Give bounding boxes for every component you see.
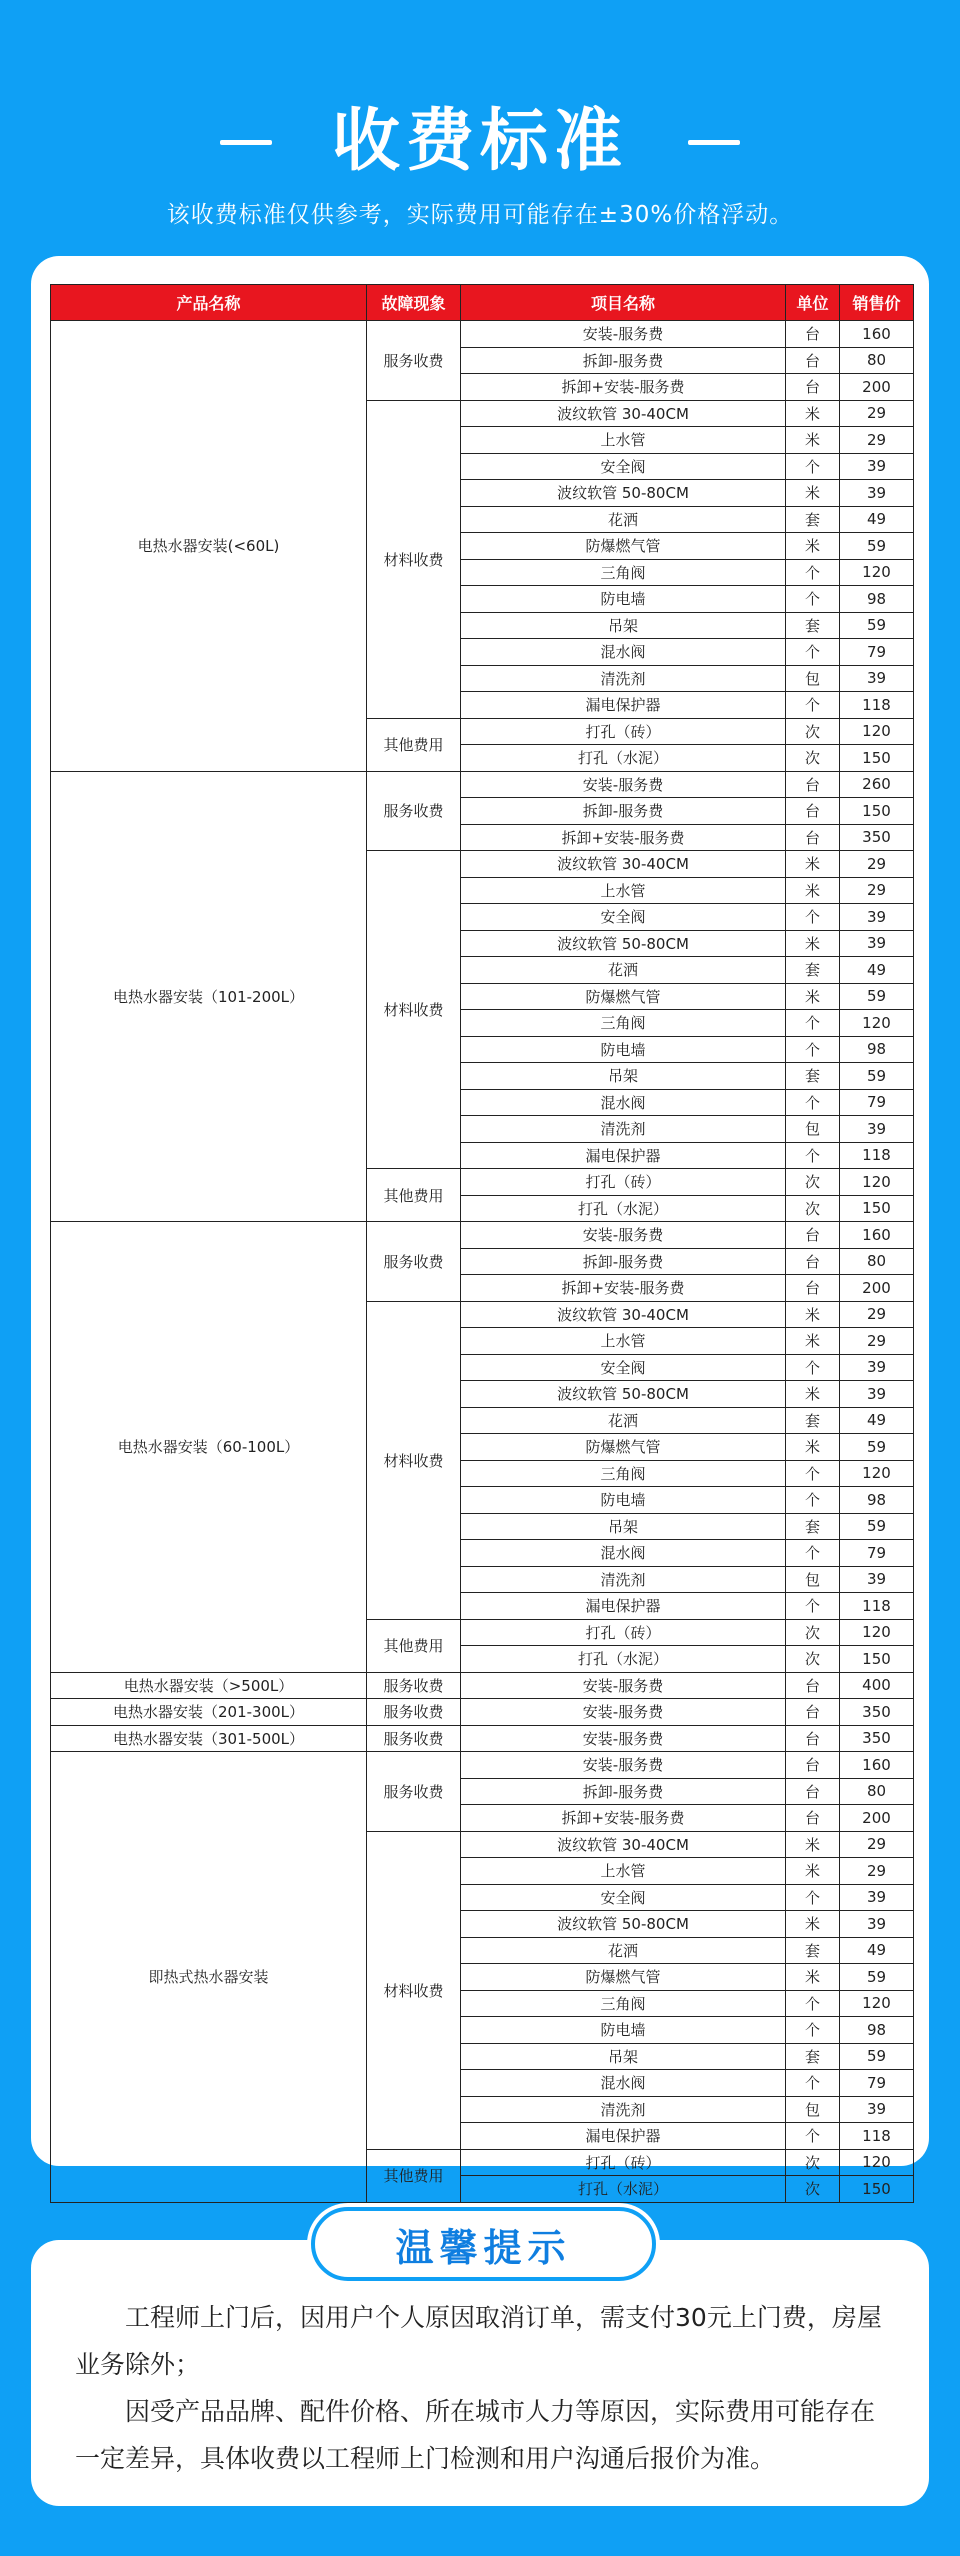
price-cell: 120 — [840, 1460, 914, 1487]
item-name-cell: 打孔（砖） — [461, 1169, 786, 1196]
item-name-cell: 花洒 — [461, 957, 786, 984]
item-name-cell: 三角阀 — [461, 1010, 786, 1037]
item-name-cell: 安装-服务费 — [461, 321, 786, 348]
price-cell: 118 — [840, 1142, 914, 1169]
unit-cell: 个 — [786, 1487, 840, 1514]
unit-cell: 米 — [786, 851, 840, 878]
unit-cell: 台 — [786, 374, 840, 401]
fault-type-cell: 服务收费 — [367, 1699, 461, 1726]
item-name-cell: 漏电保护器 — [461, 1593, 786, 1620]
item-name-cell: 花洒 — [461, 1407, 786, 1434]
unit-cell: 个 — [786, 1010, 840, 1037]
tips-paragraph: 因受产品品牌、配件价格、所在城市人力等原因，实际费用可能存在一定差异，具体收费以工程师上门检测和用户沟通后报价为准。 — [75, 2397, 876, 2473]
item-name-cell: 打孔（水泥） — [461, 745, 786, 772]
unit-cell: 套 — [786, 957, 840, 984]
fault-type-cell: 其他费用 — [367, 1619, 461, 1672]
product-name-cell: 电热水器安装（101-200L） — [51, 771, 367, 1222]
item-name-cell: 花洒 — [461, 506, 786, 533]
price-cell: 39 — [840, 1381, 914, 1408]
price-cell: 39 — [840, 1911, 914, 1938]
unit-cell: 台 — [786, 824, 840, 851]
price-cell: 350 — [840, 1699, 914, 1726]
item-name-cell: 安装-服务费 — [461, 1699, 786, 1726]
price-cell: 39 — [840, 1884, 914, 1911]
unit-cell: 个 — [786, 2070, 840, 2097]
item-name-cell: 上水管 — [461, 427, 786, 454]
unit-cell: 个 — [786, 692, 840, 719]
item-name-cell: 安全阀 — [461, 1884, 786, 1911]
table-row — [51, 1725, 914, 1752]
item-name-cell: 波纹软管 30-40CM — [461, 1831, 786, 1858]
price-cell: 59 — [840, 983, 914, 1010]
item-name-cell: 上水管 — [461, 1328, 786, 1355]
tips-title-banner: 温馨提示 — [311, 2207, 656, 2281]
column-header: 销售价 — [840, 285, 914, 321]
price-cell: 160 — [840, 321, 914, 348]
item-name-cell: 安装-服务费 — [461, 1725, 786, 1752]
page-title: 收费标准 — [331, 102, 628, 181]
price-cell: 350 — [840, 1725, 914, 1752]
column-header: 项目名称 — [461, 285, 786, 321]
unit-cell: 套 — [786, 2043, 840, 2070]
unit-cell: 个 — [786, 559, 840, 586]
title-dash-right — [688, 140, 740, 145]
page-header — [0, 0, 960, 255]
unit-cell: 包 — [786, 665, 840, 692]
item-name-cell: 清洗剂 — [461, 1116, 786, 1143]
fee-table — [50, 284, 914, 2203]
unit-cell: 米 — [786, 1964, 840, 1991]
column-header: 产品名称 — [51, 285, 367, 321]
price-cell: 118 — [840, 692, 914, 719]
unit-cell: 个 — [786, 1142, 840, 1169]
unit-cell: 米 — [786, 983, 840, 1010]
item-name-cell: 波纹软管 50-80CM — [461, 1911, 786, 1938]
unit-cell: 台 — [786, 1248, 840, 1275]
item-name-cell: 花洒 — [461, 1937, 786, 1964]
unit-cell: 台 — [786, 1805, 840, 1832]
table-row — [51, 321, 914, 348]
price-cell: 120 — [840, 2149, 914, 2176]
unit-cell: 米 — [786, 427, 840, 454]
fault-type-cell: 服务收费 — [367, 1222, 461, 1302]
unit-cell: 台 — [786, 1725, 840, 1752]
unit-cell: 个 — [786, 1540, 840, 1567]
fault-type-cell: 服务收费 — [367, 771, 461, 851]
price-cell: 400 — [840, 1672, 914, 1699]
price-cell: 150 — [840, 1195, 914, 1222]
price-cell: 39 — [840, 480, 914, 507]
item-name-cell: 防爆燃气管 — [461, 1434, 786, 1461]
unit-cell: 米 — [786, 1301, 840, 1328]
item-name-cell: 上水管 — [461, 877, 786, 904]
unit-cell: 个 — [786, 453, 840, 480]
item-name-cell: 防电墙 — [461, 586, 786, 613]
item-name-cell: 漏电保护器 — [461, 2123, 786, 2150]
table-row — [51, 1672, 914, 1699]
price-cell: 118 — [840, 2123, 914, 2150]
price-cell: 49 — [840, 957, 914, 984]
price-cell: 260 — [840, 771, 914, 798]
item-name-cell: 波纹软管 30-40CM — [461, 851, 786, 878]
fault-type-cell: 材料收费 — [367, 1831, 461, 2149]
price-cell: 49 — [840, 1937, 914, 1964]
fault-type-cell: 其他费用 — [367, 2149, 461, 2202]
item-name-cell: 安装-服务费 — [461, 1222, 786, 1249]
price-cell: 120 — [840, 1619, 914, 1646]
unit-cell: 个 — [786, 1593, 840, 1620]
item-name-cell: 防电墙 — [461, 2017, 786, 2044]
price-cell: 150 — [840, 1646, 914, 1673]
price-cell: 29 — [840, 851, 914, 878]
price-cell: 350 — [840, 824, 914, 851]
page-subtitle: 该收费标准仅供参考，实际费用可能存在±30%价格浮动。 — [166, 202, 794, 228]
unit-cell: 米 — [786, 400, 840, 427]
item-name-cell: 吊架 — [461, 612, 786, 639]
item-name-cell: 防电墙 — [461, 1487, 786, 1514]
price-cell: 79 — [840, 2070, 914, 2097]
unit-cell: 包 — [786, 1566, 840, 1593]
item-name-cell: 上水管 — [461, 1858, 786, 1885]
item-name-cell: 安装-服务费 — [461, 771, 786, 798]
product-name-cell: 电热水器安装（301-500L） — [51, 1725, 367, 1752]
unit-cell: 套 — [786, 506, 840, 533]
item-name-cell: 打孔（砖） — [461, 1619, 786, 1646]
tips-paragraph: 工程师上门后，因用户个人原因取消订单，需支付30元上门费，房屋业务除外； — [75, 2303, 882, 2379]
item-name-cell: 波纹软管 30-40CM — [461, 1301, 786, 1328]
unit-cell: 米 — [786, 1381, 840, 1408]
item-name-cell: 拆卸-服务费 — [461, 347, 786, 374]
price-cell: 79 — [840, 1089, 914, 1116]
unit-cell: 米 — [786, 480, 840, 507]
item-name-cell: 安全阀 — [461, 1354, 786, 1381]
price-cell: 79 — [840, 639, 914, 666]
item-name-cell: 拆卸-服务费 — [461, 798, 786, 825]
price-cell: 29 — [840, 1831, 914, 1858]
price-cell: 49 — [840, 1407, 914, 1434]
item-name-cell: 打孔（砖） — [461, 718, 786, 745]
price-cell: 160 — [840, 1222, 914, 1249]
table-row — [51, 1222, 914, 1249]
unit-cell: 台 — [786, 1778, 840, 1805]
price-cell: 150 — [840, 745, 914, 772]
unit-cell: 次 — [786, 1169, 840, 1196]
product-name-cell: 电热水器安装(<60L) — [51, 321, 367, 772]
item-name-cell: 波纹软管 30-40CM — [461, 400, 786, 427]
item-name-cell: 防电墙 — [461, 1036, 786, 1063]
item-name-cell: 吊架 — [461, 1063, 786, 1090]
price-cell: 59 — [840, 612, 914, 639]
column-header: 故障现象 — [367, 285, 461, 321]
table-row — [51, 771, 914, 798]
unit-cell: 个 — [786, 904, 840, 931]
price-cell: 39 — [840, 1116, 914, 1143]
price-cell: 98 — [840, 1036, 914, 1063]
unit-cell: 包 — [786, 2096, 840, 2123]
unit-cell: 次 — [786, 1195, 840, 1222]
fault-type-cell: 材料收费 — [367, 400, 461, 718]
unit-cell: 米 — [786, 930, 840, 957]
unit-cell: 个 — [786, 2017, 840, 2044]
title-row — [0, 92, 960, 192]
product-name-cell: 电热水器安装（60-100L） — [51, 1222, 367, 1673]
title-dash-left — [220, 140, 272, 145]
price-cell: 29 — [840, 1328, 914, 1355]
item-name-cell: 安全阀 — [461, 453, 786, 480]
price-cell: 39 — [840, 930, 914, 957]
unit-cell: 次 — [786, 2176, 840, 2203]
item-name-cell: 打孔（水泥） — [461, 1646, 786, 1673]
column-header: 单位 — [786, 285, 840, 321]
price-cell: 98 — [840, 586, 914, 613]
price-cell: 39 — [840, 1354, 914, 1381]
price-cell: 39 — [840, 2096, 914, 2123]
item-name-cell: 防爆燃气管 — [461, 533, 786, 560]
unit-cell: 套 — [786, 1513, 840, 1540]
item-name-cell: 拆卸+安装-服务费 — [461, 824, 786, 851]
unit-cell: 台 — [786, 1275, 840, 1302]
item-name-cell: 清洗剂 — [461, 2096, 786, 2123]
price-cell: 80 — [840, 1778, 914, 1805]
price-cell: 120 — [840, 718, 914, 745]
item-name-cell: 三角阀 — [461, 1990, 786, 2017]
price-cell: 98 — [840, 2017, 914, 2044]
product-name-cell: 电热水器安装（>500L） — [51, 1672, 367, 1699]
unit-cell: 台 — [786, 1699, 840, 1726]
unit-cell: 个 — [786, 1089, 840, 1116]
price-cell: 29 — [840, 400, 914, 427]
table-row — [51, 1699, 914, 1726]
price-cell: 98 — [840, 1487, 914, 1514]
unit-cell: 米 — [786, 1911, 840, 1938]
unit-cell: 次 — [786, 745, 840, 772]
unit-cell: 台 — [786, 798, 840, 825]
price-cell: 118 — [840, 1593, 914, 1620]
price-cell: 59 — [840, 1964, 914, 1991]
fault-type-cell: 其他费用 — [367, 1169, 461, 1222]
price-cell: 59 — [840, 533, 914, 560]
item-name-cell: 三角阀 — [461, 1460, 786, 1487]
fault-type-cell: 材料收费 — [367, 851, 461, 1169]
fault-type-cell: 服务收费 — [367, 1672, 461, 1699]
unit-cell: 米 — [786, 877, 840, 904]
tips-text — [75, 2294, 895, 2482]
price-cell: 80 — [840, 1248, 914, 1275]
item-name-cell: 混水阀 — [461, 1089, 786, 1116]
price-cell: 79 — [840, 1540, 914, 1567]
price-cell: 59 — [840, 2043, 914, 2070]
unit-cell: 台 — [786, 771, 840, 798]
unit-cell: 套 — [786, 1063, 840, 1090]
fault-type-cell: 服务收费 — [367, 1752, 461, 1832]
item-name-cell: 拆卸+安装-服务费 — [461, 1805, 786, 1832]
price-cell: 29 — [840, 1301, 914, 1328]
price-cell: 80 — [840, 347, 914, 374]
item-name-cell: 安全阀 — [461, 904, 786, 931]
item-name-cell: 拆卸+安装-服务费 — [461, 374, 786, 401]
unit-cell: 台 — [786, 1222, 840, 1249]
item-name-cell: 打孔（水泥） — [461, 1195, 786, 1222]
unit-cell: 个 — [786, 1990, 840, 2017]
item-name-cell: 混水阀 — [461, 2070, 786, 2097]
price-cell: 59 — [840, 1513, 914, 1540]
price-cell: 200 — [840, 1275, 914, 1302]
price-cell: 49 — [840, 506, 914, 533]
item-name-cell: 混水阀 — [461, 639, 786, 666]
item-name-cell: 安装-服务费 — [461, 1752, 786, 1779]
price-cell: 29 — [840, 1858, 914, 1885]
unit-cell: 套 — [786, 1407, 840, 1434]
unit-cell: 台 — [786, 321, 840, 348]
price-cell: 39 — [840, 665, 914, 692]
item-name-cell: 拆卸-服务费 — [461, 1248, 786, 1275]
unit-cell: 米 — [786, 1434, 840, 1461]
price-cell: 120 — [840, 1990, 914, 2017]
unit-cell: 个 — [786, 1036, 840, 1063]
item-name-cell: 波纹软管 50-80CM — [461, 1381, 786, 1408]
item-name-cell: 安装-服务费 — [461, 1672, 786, 1699]
price-cell: 150 — [840, 2176, 914, 2203]
unit-cell: 个 — [786, 639, 840, 666]
product-name-cell: 电热水器安装（201-300L） — [51, 1699, 367, 1726]
fee-table-card — [31, 256, 929, 2199]
fault-type-cell: 服务收费 — [367, 1725, 461, 1752]
price-cell: 160 — [840, 1752, 914, 1779]
unit-cell: 个 — [786, 1354, 840, 1381]
item-name-cell: 漏电保护器 — [461, 1142, 786, 1169]
unit-cell: 个 — [786, 1460, 840, 1487]
item-name-cell: 波纹软管 50-80CM — [461, 480, 786, 507]
product-name-cell: 即热式热水器安装 — [51, 1752, 367, 2203]
price-cell: 59 — [840, 1063, 914, 1090]
item-name-cell: 波纹软管 50-80CM — [461, 930, 786, 957]
item-name-cell: 防爆燃气管 — [461, 1964, 786, 1991]
price-cell: 120 — [840, 559, 914, 586]
unit-cell: 次 — [786, 2149, 840, 2176]
fault-type-cell: 服务收费 — [367, 321, 461, 401]
unit-cell: 包 — [786, 1116, 840, 1143]
item-name-cell: 打孔（砖） — [461, 2149, 786, 2176]
unit-cell: 次 — [786, 718, 840, 745]
price-cell: 120 — [840, 1169, 914, 1196]
unit-cell: 台 — [786, 347, 840, 374]
price-cell: 29 — [840, 877, 914, 904]
price-cell: 39 — [840, 1566, 914, 1593]
price-cell: 200 — [840, 1805, 914, 1832]
unit-cell: 次 — [786, 1646, 840, 1673]
unit-cell: 台 — [786, 1752, 840, 1779]
item-name-cell: 混水阀 — [461, 1540, 786, 1567]
price-cell: 39 — [840, 904, 914, 931]
unit-cell: 套 — [786, 1937, 840, 1964]
unit-cell: 台 — [786, 1672, 840, 1699]
unit-cell: 个 — [786, 586, 840, 613]
table-header-row — [51, 285, 914, 321]
item-name-cell: 三角阀 — [461, 559, 786, 586]
item-name-cell: 拆卸+安装-服务费 — [461, 1275, 786, 1302]
unit-cell: 个 — [786, 1884, 840, 1911]
unit-cell: 米 — [786, 1831, 840, 1858]
item-name-cell: 漏电保护器 — [461, 692, 786, 719]
unit-cell: 次 — [786, 1619, 840, 1646]
price-cell: 120 — [840, 1010, 914, 1037]
fault-type-cell: 材料收费 — [367, 1301, 461, 1619]
unit-cell: 套 — [786, 612, 840, 639]
price-cell: 150 — [840, 798, 914, 825]
price-cell: 29 — [840, 427, 914, 454]
fault-type-cell: 其他费用 — [367, 718, 461, 771]
item-name-cell: 清洗剂 — [461, 665, 786, 692]
item-name-cell: 吊架 — [461, 1513, 786, 1540]
item-name-cell: 防爆燃气管 — [461, 983, 786, 1010]
item-name-cell: 清洗剂 — [461, 1566, 786, 1593]
price-cell: 39 — [840, 453, 914, 480]
table-row — [51, 1752, 914, 1779]
unit-cell: 米 — [786, 533, 840, 560]
price-cell: 200 — [840, 374, 914, 401]
item-name-cell: 拆卸-服务费 — [461, 1778, 786, 1805]
unit-cell: 米 — [786, 1328, 840, 1355]
item-name-cell: 打孔（水泥） — [461, 2176, 786, 2203]
unit-cell: 个 — [786, 2123, 840, 2150]
price-cell: 59 — [840, 1434, 914, 1461]
fee-table-body — [51, 321, 914, 2203]
unit-cell: 米 — [786, 1858, 840, 1885]
item-name-cell: 吊架 — [461, 2043, 786, 2070]
